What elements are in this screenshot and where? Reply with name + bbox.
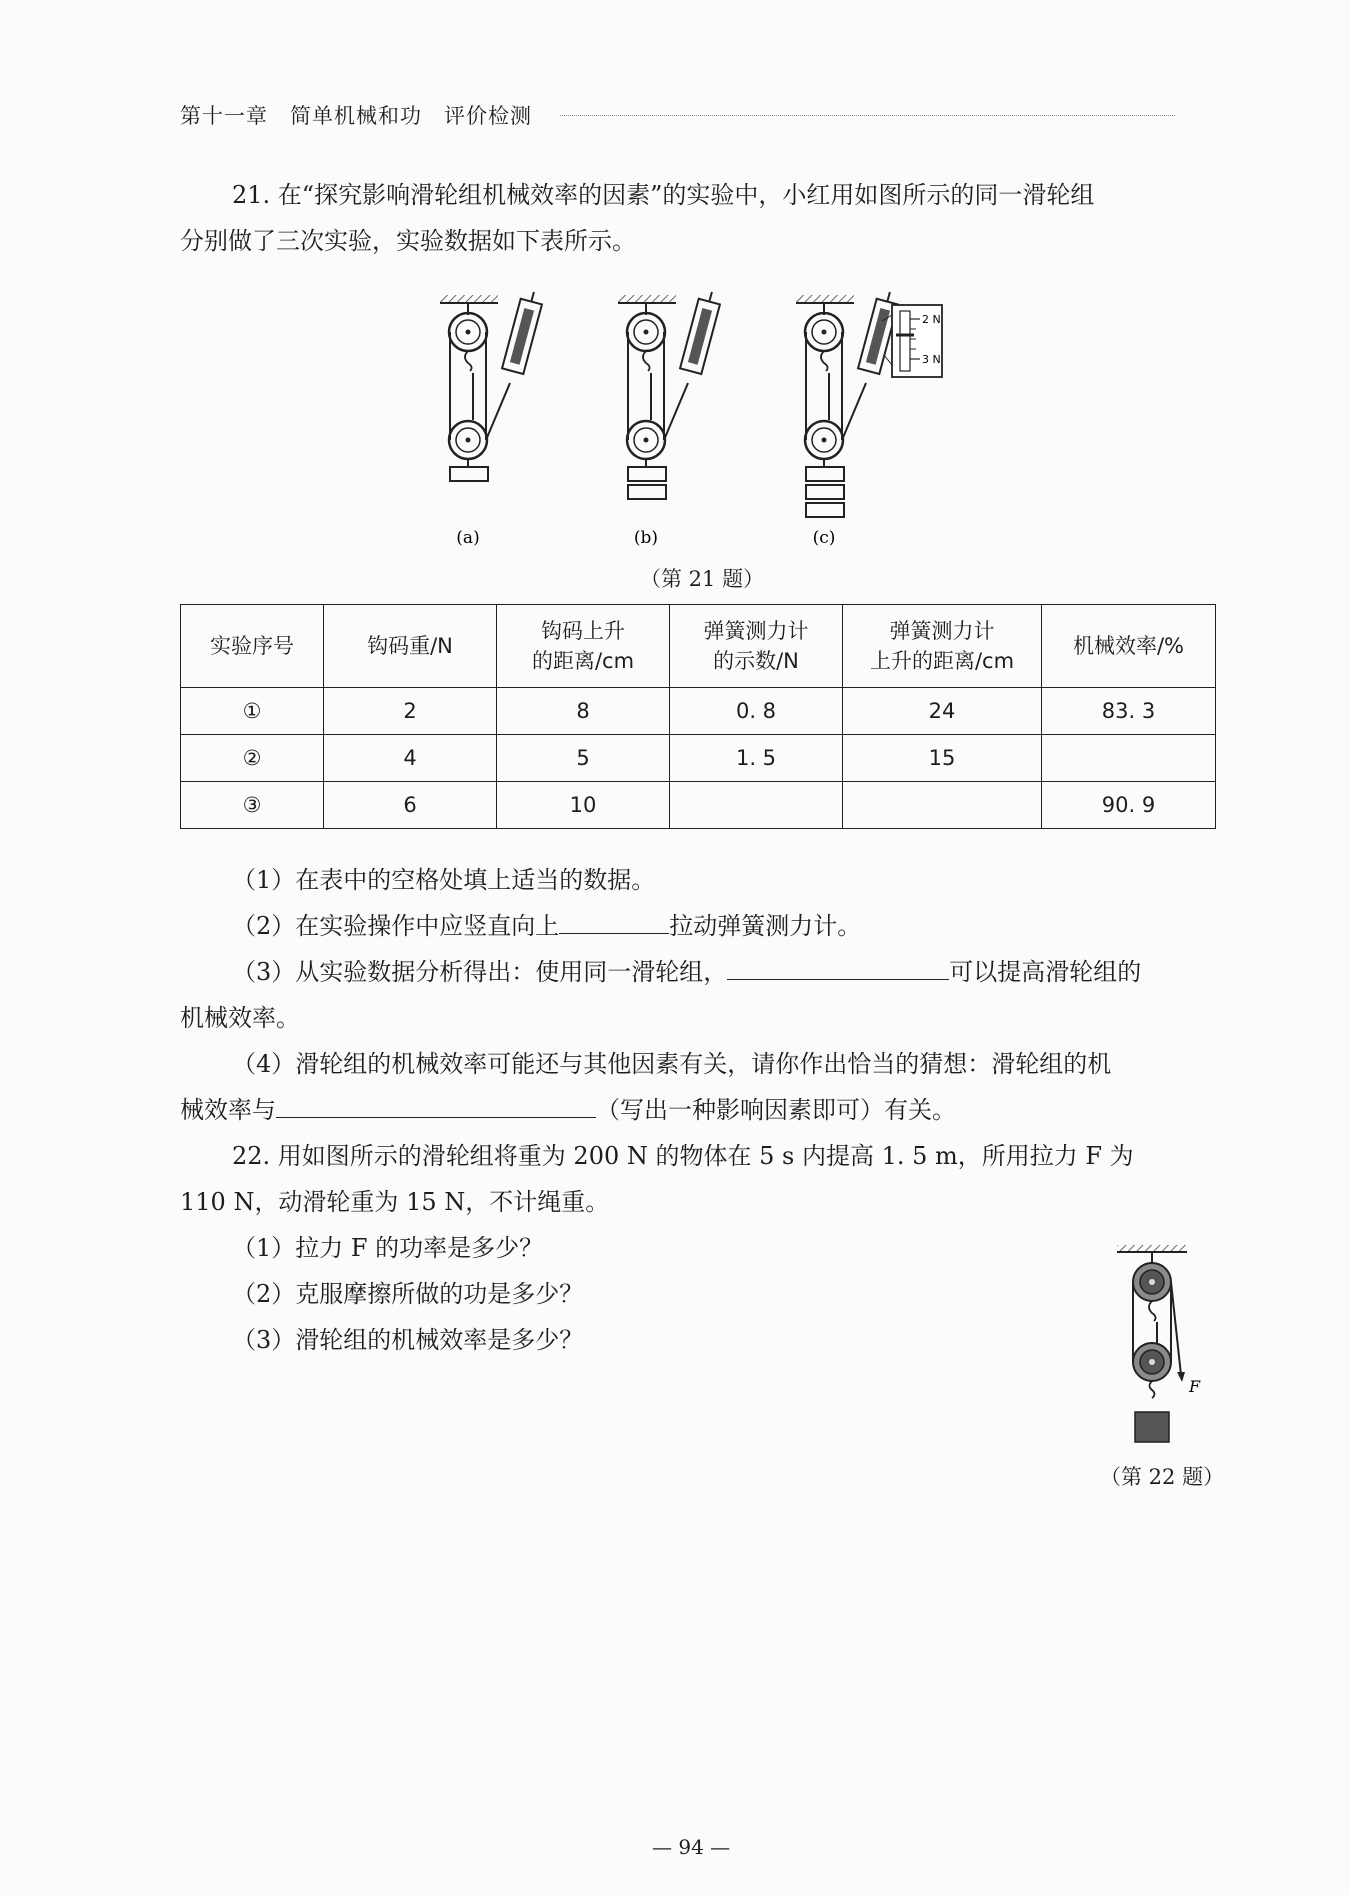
q21-figure xyxy=(420,285,980,555)
header-cell: 弹簧测力计 的示数/N xyxy=(670,605,843,688)
scale-label-3n: 3 N xyxy=(922,353,941,366)
answer-blank[interactable] xyxy=(276,1093,596,1118)
table-cell: 1. 5 xyxy=(670,735,843,782)
chapter-label: 第十一章 xyxy=(180,104,268,128)
table-cell: 4 xyxy=(324,735,497,782)
fig-label-c: (c) xyxy=(812,528,836,548)
q21-intro-line2: 分别做了三次实验，实验数据如下表所示。 xyxy=(180,227,636,255)
table-cell: 5 xyxy=(497,735,670,782)
table-row xyxy=(181,688,1216,735)
table-cell: 0. 8 xyxy=(670,688,843,735)
q22-sub3: （3）滑轮组的机械效率是多少？ xyxy=(232,1326,584,1354)
chapter-title: 简单机械和功 xyxy=(290,104,422,128)
q21-sub3: （3）从实验数据分析得出：使用同一滑轮组， 可以提高滑轮组的 xyxy=(180,949,1210,995)
q21-sub4: （4）滑轮组的机械效率可能还与其他因素有关，请你作出恰当的猜想：滑轮组的机 xyxy=(232,1050,1112,1078)
answer-blank[interactable] xyxy=(727,955,949,980)
setup-b xyxy=(618,289,723,499)
q22-intro-line1: 22. 用如图所示的滑轮组将重为 200 N 的物体在 5 s 内提高 1. 5 m，所用拉力 F 为 xyxy=(232,1142,1134,1170)
table-cell-blank xyxy=(843,782,1042,829)
q21-sub3-cont: 机械效率。 xyxy=(180,1004,300,1032)
answer-blank[interactable] xyxy=(559,909,669,934)
table-cell: 90. 9 xyxy=(1042,782,1216,829)
q22-caption: （第 22 题） xyxy=(1100,1465,1225,1489)
fig-label-a: (a) xyxy=(456,528,480,548)
table-header-row xyxy=(181,605,1216,688)
table-cell-blank xyxy=(1042,735,1216,782)
table-cell: 10 xyxy=(497,782,670,829)
table-cell: 6 xyxy=(324,782,497,829)
table-cell-blank xyxy=(670,782,843,829)
scale-label-2n: 2 N xyxy=(922,313,941,326)
table-cell: 2 xyxy=(324,688,497,735)
table-row xyxy=(181,735,1216,782)
header-cell: 钩码重/N xyxy=(324,605,497,688)
table-cell: 8 xyxy=(497,688,670,735)
header-cell: 弹簧测力计 上升的距离/cm xyxy=(843,605,1042,688)
q21-sub2: （2）在实验操作中应竖直向上 拉动弹簧测力计。 xyxy=(180,903,1210,949)
table-row xyxy=(181,782,1216,829)
q22-intro-line2: 110 N，动滑轮重为 15 N，不计绳重。 xyxy=(180,1188,610,1216)
force-label: F xyxy=(1189,1377,1201,1396)
q22-figure xyxy=(1105,1240,1225,1450)
header-dotted-rule xyxy=(560,115,1175,116)
page-number: — 94 — xyxy=(652,1835,731,1859)
q21-sub1: （1）在表中的空格处填上适当的数据。 xyxy=(232,866,656,894)
setup-c xyxy=(796,289,942,517)
table-cell: 83. 3 xyxy=(1042,688,1216,735)
q21-intro-line1: 21. 在“探究影响滑轮组机械效率的因素”的实验中，小红用如图所示的同一滑轮组 xyxy=(232,181,1095,209)
running-header xyxy=(180,100,532,130)
section-label: 评价检测 xyxy=(444,104,532,128)
q22-sub2: （2）克服摩擦所做的功是多少？ xyxy=(232,1280,584,1308)
header-cell: 机械效率/% xyxy=(1042,605,1216,688)
table-cell: 15 xyxy=(843,735,1042,782)
force-arrow-icon xyxy=(1177,1372,1185,1382)
fig-label-b: (b) xyxy=(633,528,659,548)
q21-data-table xyxy=(180,604,1216,829)
header-cell: 钩码上升 的距离/cm xyxy=(497,605,670,688)
scale-inset xyxy=(882,305,942,377)
q21-caption: （第 21 题） xyxy=(640,567,765,591)
setup-a xyxy=(440,289,545,481)
q21-sub4-cont: 械效率与 （写出一种影响因素即可）有关。 xyxy=(180,1087,1210,1133)
header-cell: 实验序号 xyxy=(181,605,324,688)
table-cell: 24 xyxy=(843,688,1042,735)
table-cell: ③ xyxy=(181,782,324,829)
table-cell: ① xyxy=(181,688,324,735)
q22-sub1: （1）拉力 F 的功率是多少？ xyxy=(232,1234,544,1262)
table-cell: ② xyxy=(181,735,324,782)
